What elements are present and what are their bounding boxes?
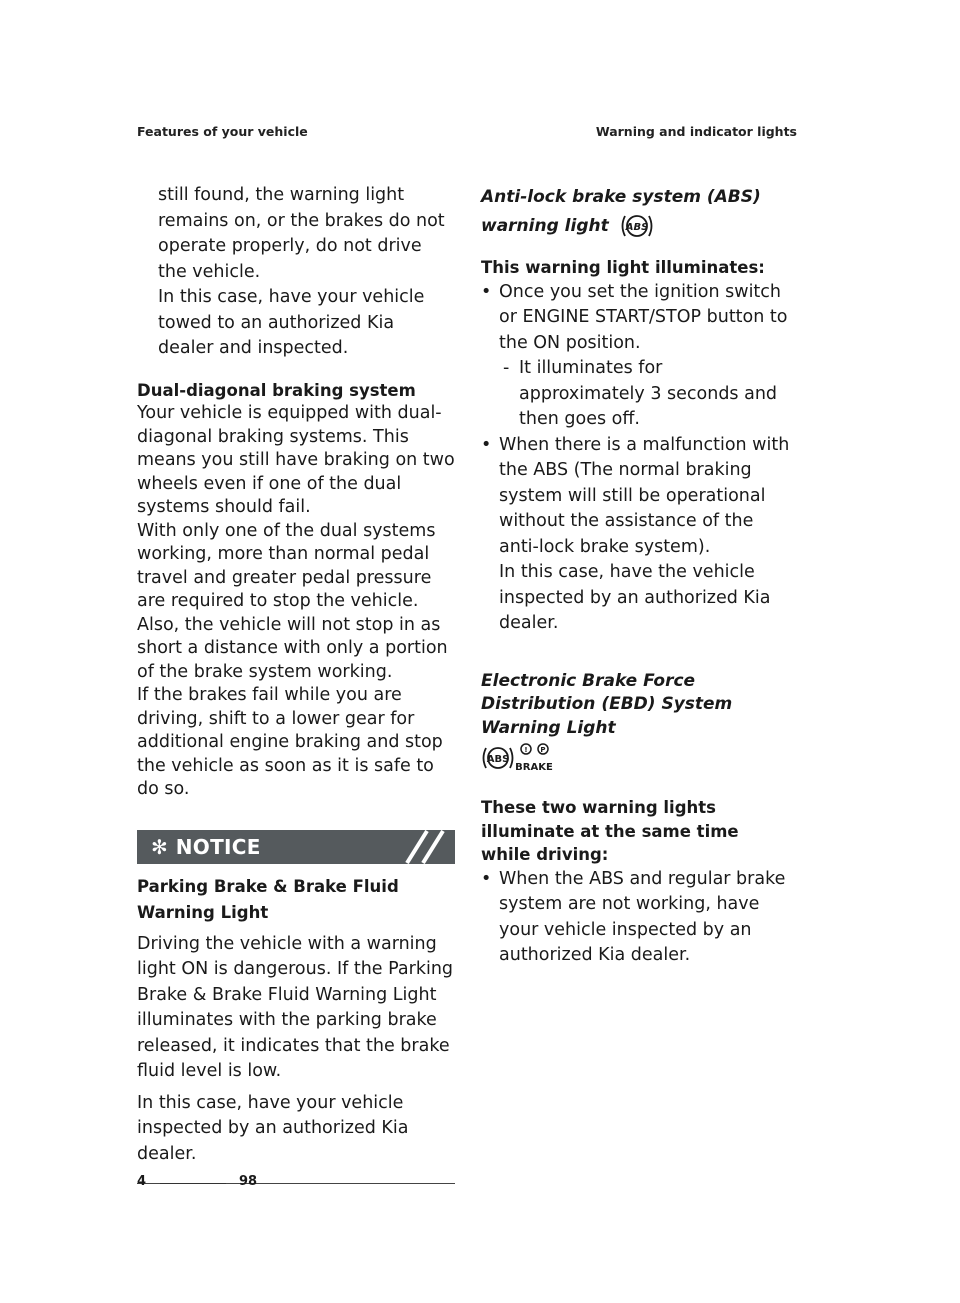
list-item xyxy=(481,280,793,433)
ebd-heading: Electronic Brake Force Distribution (EBD) System Warning Light xyxy=(481,670,733,738)
ebd-bullet-1: When the ABS and regular brake system are not working, have your vehicle inspected by an authorized Kia dealer. xyxy=(499,868,786,965)
abs-subheading: This warning light illuminates: xyxy=(481,258,765,277)
abs-bullet-2-note: In this case, have the vehicle inspected by an authorized Kia dealer. xyxy=(499,562,771,633)
bullet-mark: • xyxy=(481,281,492,302)
notice-banner xyxy=(137,830,455,864)
notice-paragraph-2: In this case, have your vehicle inspected by an authorized Kia dealer. xyxy=(137,1092,409,1164)
dual-diagonal-heading: Dual-diagonal braking system xyxy=(137,380,416,400)
brake-warning-icon xyxy=(515,744,553,773)
abs-sub-list xyxy=(499,356,793,433)
abs-bullet-list xyxy=(481,280,793,637)
dual-diagonal-paragraph-4: If the brakes fail while you are driving, shift to a lower gear for additional engine braking and stop the vehicle as soon as it is safe to do so. xyxy=(137,685,443,799)
abs-bullet-2: When there is a malfunction with the ABS (The normal braking system will still be operational without the assistance of the anti-lock brake system). xyxy=(499,434,790,557)
continued-paragraph-2: In this case, have your vehicle towed to an authorized Kia dealer and inspected. xyxy=(158,287,425,358)
ebd-warning-icons xyxy=(481,742,561,774)
dual-diagonal-paragraph-3: Also, the vehicle will not stop in as short a distance with only a portion of the brake system working. xyxy=(137,614,448,682)
dash-mark: - xyxy=(503,358,510,378)
ebd-subheading: These two warning lights illuminate at the same time while driving: xyxy=(481,798,739,864)
continued-text xyxy=(137,183,455,362)
dual-diagonal-paragraph-2: With only one of the dual systems working, more than normal pedal travel and greater pedal pressure are required to stop the vehicle. xyxy=(137,520,436,611)
running-header-right: Warning and indicator lights xyxy=(595,124,797,139)
continued-paragraph-1: still found, the warning light remains on, or the brakes do not operate properly, do not drive the vehicle. xyxy=(158,185,445,282)
page-number: 98 xyxy=(239,1174,258,1189)
abs-heading-text: warning light xyxy=(481,216,609,236)
notice-label: NOTICE xyxy=(175,834,261,859)
chapter-number: 4 xyxy=(137,1174,147,1189)
abs-warning-icon xyxy=(619,212,655,240)
list-item xyxy=(499,356,793,433)
abs-icon-text: ABS xyxy=(625,222,648,233)
dual-diagonal-paragraph-1: Your vehicle is equipped with dual-diagonal braking systems. This means you still have braking on two wheels even if one of the dual systems should fail. xyxy=(137,403,455,517)
asterisk-icon: ✻ xyxy=(151,834,168,859)
bullet-mark: • xyxy=(481,434,492,455)
abs-heading-line-2 xyxy=(481,212,793,241)
abs-warning-icon xyxy=(484,748,513,768)
footer-rule xyxy=(160,1183,226,1184)
list-item xyxy=(481,867,793,969)
ebd-bullet-list xyxy=(481,867,793,969)
left-column xyxy=(137,183,455,1184)
running-header-left: Features of your vehicle xyxy=(137,124,308,139)
abs-bullet-1: Once you set the ignition switch or ENGINE START/STOP button to the ON position. xyxy=(499,281,788,353)
brake-icon-text: BRAKE xyxy=(515,762,553,773)
ebd-abs-icon-text: ABS xyxy=(486,754,510,765)
notice-title: Parking Brake & Brake Fluid Warning Light xyxy=(137,876,399,922)
svg-text:!: ! xyxy=(524,746,528,754)
list-item xyxy=(481,433,793,637)
double-slash-icon xyxy=(403,830,449,864)
svg-text:P: P xyxy=(540,746,546,754)
abs-heading-line-1: Anti-lock brake system (ABS) xyxy=(481,187,761,207)
abs-sub-bullet-1: It illuminates for approximately 3 seconds and then goes off. xyxy=(519,358,778,429)
bullet-mark: • xyxy=(481,868,492,889)
right-column xyxy=(481,183,793,969)
notice-paragraph-1: Driving the vehicle with a warning light ON is dangerous. If the Parking Brake & Brake Fluid Warning Light illuminates with the parking brake released, it indicates that the brake fluid level is low. xyxy=(137,933,454,1081)
